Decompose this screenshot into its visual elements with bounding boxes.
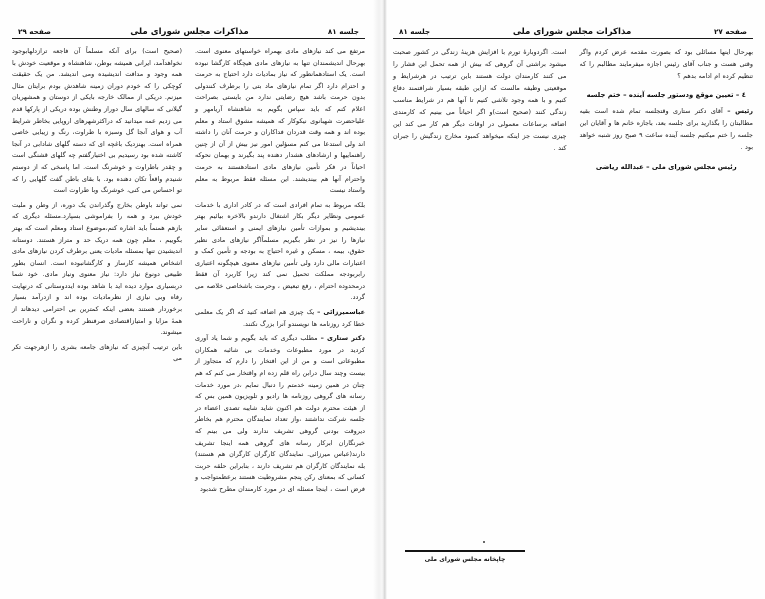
paragraph: بهرحال اینها مسائلی بود که بصورت مقدمه عرض کردم واگر وقتی هست و جناب آقای رئیس اجازه میفرمایند مطالبم را که تنظیم کرده ام ادامه بدهم ؟ — [579, 48, 753, 80]
right-page-edge-shading — [373, 0, 379, 599]
left-page-edge-shading — [379, 0, 385, 599]
left-page-session-label: جلسه ۸۱ — [399, 27, 431, 36]
speech-text: آقای دکتر ستاری وقتجلسه تمام شده است بقیه مطالبتان را بگذارید برای جلسه بعد، باجازه خانم ها و آقایان این جلسه را ختم میکنیم جلسه آینده ساعت ۹ صبح روز شنبه خواهد بود . — [579, 107, 753, 151]
paragraph: باین ترتیب آنچیزی که نیازهای جامعه بشری را ازهرجهت تکر می — [12, 342, 182, 363]
speaker-name: رئیس – — [727, 107, 753, 115]
right-page — [0, 0, 379, 599]
speech-text: یک چیزی هم اضافه کنید که اگر یک معلمی خطا کرد روزنامه ها نویسندو آنرا بزرگ نکنند. — [195, 308, 365, 328]
speech-paragraph — [195, 333, 365, 495]
paragraph: (صحیح است) برای آنکه مسلماً آن فاجعه ترازدلهابوجود نخواهدآمد، ایرانی همیشه بوطن، شاهنشاه و موقعیت خودش با همه وجود و مدافت اندیشیده ومی اندیشد. من یک حقیقت کوچکی را که خودم دوران زمینه شاهدش بودم برایتان مثال میزنم. دریکی از ممالک خارجه بایکی از دوستان و همشهریان گیلانی که سالهای سال دوراز وطنش بوده دریکی از پارکها قدم می زدیم عمه میدانید که دراکثرشهرهای اروپایی بخاطر شرایط آب و هوای آنجا گل وسبزه با طراوت، رنگ و زیبایی خاصی همراه است. بهنزدیک باغچه ای که دسته گلهای شادابی در آنجا کاشته شده بود رسیدیم بی اختیارگفتم چه گلهای قشنگی است و چقدر باطراوت و خوشرنگ است. اما پاسخی که از دوستم شنیدم واقعاً تکان دهنده بود. با بقای باطن گفت گلهایی را که تو احساس می کنی، خوشرنگ وبا طراوت است — [12, 47, 182, 195]
left-page-columns — [393, 46, 753, 566]
right-page-title: مذاکرات مجلس شورای ملی — [130, 27, 249, 37]
left-page-number: صفحه ۲۷ — [714, 27, 747, 36]
left-page-title: مذاکرات مجلس شورای ملی — [512, 27, 632, 37]
right-page-column-outer — [12, 46, 182, 566]
colophon-rule — [405, 550, 525, 552]
left-page-column-inner — [393, 46, 567, 566]
left-page — [379, 0, 765, 599]
speech-paragraph — [580, 105, 754, 153]
right-page-column-inner — [195, 46, 365, 566]
colophon-label: چاپخانه مجلس شورای ملی — [424, 556, 506, 563]
right-page-number: صفحه ۲۹ — [18, 27, 51, 36]
paragraph: مرتفع می کند نیازهای مادی بهمراه خواستهای معنوی است. بهرحال اندیشمندان تنها به نیازهای مادی هیچگاه کارگشا نبوده است. یک استادهمانطور که نیاز بمادیات دارد احتیاج به حرمت و احترام دارد اگر تمام نیازهای ماد بتی را برطرف کنندولی بدون حرمت باشد هیچ رضایتی ندارد من بایستی بصراحت اعلام کنم که باید سپاس بگویم به شاهنشاه آریامهر و علیاحضرت شهبانوی نیکوکار که همیشه مشوق استاد و معلم بوده اند و همه وقت قدردان فداکاران و حرمت آنان را داشته اند ولی استدعا می کنم مسؤلین امور نیز بیش از آن از چنین راهنماییها و ارشادهای هشدار دهنده پند بگیرند و بهمان نحوکه احیاناً در فکر تأمین نیازهای مادی استادهستند به حرمت واحترام آنها هم بیندیشند. این مسئله فقط مربوط به معلم واستاد نیست — [195, 47, 365, 195]
speech-paragraph — [195, 307, 365, 330]
paragraph: نمی تواند باوطن بخارج وگذراندن یک دوره، از وطن و ملیت خودش ببرد و همه را بفراموشی بسپارد.مسئله دیگری که بازهم همنماً باید اشاره کنم،موضوع استاد ومعلم است که بهتر بگوییم ، معلم چون همه دریک حد و متراز هستند. دوستانه اندیشیدن تنها بمسئله مادیات یعنی برطرف کردن نیازهای مادی اشخاص همیشه کارساز و کارگشانبوده است. انسان بطور طبیعی دونوع نیاز دارد: نیاز معنوی ونیاز مادی. خود شما دربسیاری موارد دیده اید با شاهد بوده ایددوستانی که درنهایت رفاه وبی نیازی از نظرمادیات بوده اند و ازدرآمد بسیار برخوردار هستند بعضی اینکه کمترین بی احترامی دیدهاند از همهٔ مزایا و امتیازاقتصادی صرفنظر کرده و نگران و ناراحت میشوند. — [12, 200, 182, 337]
left-page-running-head — [393, 14, 753, 39]
right-page-running-head — [12, 14, 365, 39]
speech-text: مطلب دیگری که باید بگویم و شما یاد آوری کردید در مورد مطبوعات وخدمات بی شائبه همکاران مطبوعاتی است و من از این افتخار را دارم که متجاوز از بیست وچند سال درابن راه قلم زده ام واقتخار می کنم که هم چنان در همین زمینه خدمتم را دنبال نمایم ،در مورد خدمات رسانه های گروهی روزنامه ها رادیو و تلویزیون همین بس که از هیئت محترم دولت هم اکنون شاید شایبه تصدی اعضاء در جلسه شرکت نداشتند ،واز تعداد نمایندگان محترم هم بخاطر دیروقت بودنی گروهی تشریف ندارند ولی می بینم که خبرنگاران ابرکار رسانه های گروهی همه اینجا تشریف دارند(عباس میرزائی. نمایندگان کارگران کارگران هم هستند) بله نمایندگان کارگران هم تشریف دارند ، بنابراین حلقه حربت کسانی که بمعنای رکن پنجم مشروطیت هستند برعظمتواجب و فرض است ، اینجا مسئله ای در مورد کارمندان مطرح شدبود — [195, 334, 365, 493]
speaker-name: دکتر ستاری – — [320, 334, 365, 343]
president-signature: رئیس مجلس شورای ملی – عبدالله ریاضی — [595, 163, 737, 171]
agenda-section-heading: ٤ – تعیین موقع ودستور جلسه آینده – ختم جلسه — [586, 91, 746, 99]
right-page-session-label: جلسه ۸۱ — [327, 27, 359, 36]
speaker-name: عباسمیرزائی – — [317, 308, 365, 317]
right-page-columns — [12, 46, 365, 566]
scan-speck — [483, 541, 485, 543]
paragraph: است. اگردوبارهٔ تورم با افزایش هزینهٔ زندگی در کشور صحبت میشود براشتی آن گروهی که بیش از همه تحمل این فشار را می کنند کارمندان دولت هستند باین ترتیب در هرشرایط و موقعیتی وظیفه مالست که ازاین طبقه بسیار شرافتمند دفاع کنیم و با همه وجود تلاشی کنیم تا آنها هم در شرایط مناسب زندگی کنند (صحیح است)و اگر احیاناً می بینیم که کارمندی اضافه برساعات معمولی در اوقات دیگر هم کار می کند این چیزی نیست جز اینکه میخواهد کمبود مخارج زندگیش را جبران کند . — [393, 48, 567, 152]
printer-colophon — [405, 550, 525, 563]
paragraph: بلکه مربوط به تمام افرادی است که در کادر اداری با خدمات عمومی ونظایر دیگر بکار اشتغال دارندو بالاخره بیائیم بهتر بیندیشیم و بموازات تأمین نیازهای ایمنی و استعفائی سایر نیازها را نیز در نظر بگیریم مسلماًاگر نیازهای مادی نظیر حقوق، بیمه ، مسکن و غیره احتیاج به بودجه و تأمین کمک و اعتبارات مالی دارد ولی تأمین نیازهای معنوی هیچگونه اعتباری رابربودجه مملکت تحمیل نمی کند زیرا کاربرد آن فقط درمحدوده احترام ، رفع تبعیض ، وحرمت باشخاصی خلاصه می گردد. — [195, 200, 365, 302]
left-page-column-outer — [580, 46, 754, 566]
